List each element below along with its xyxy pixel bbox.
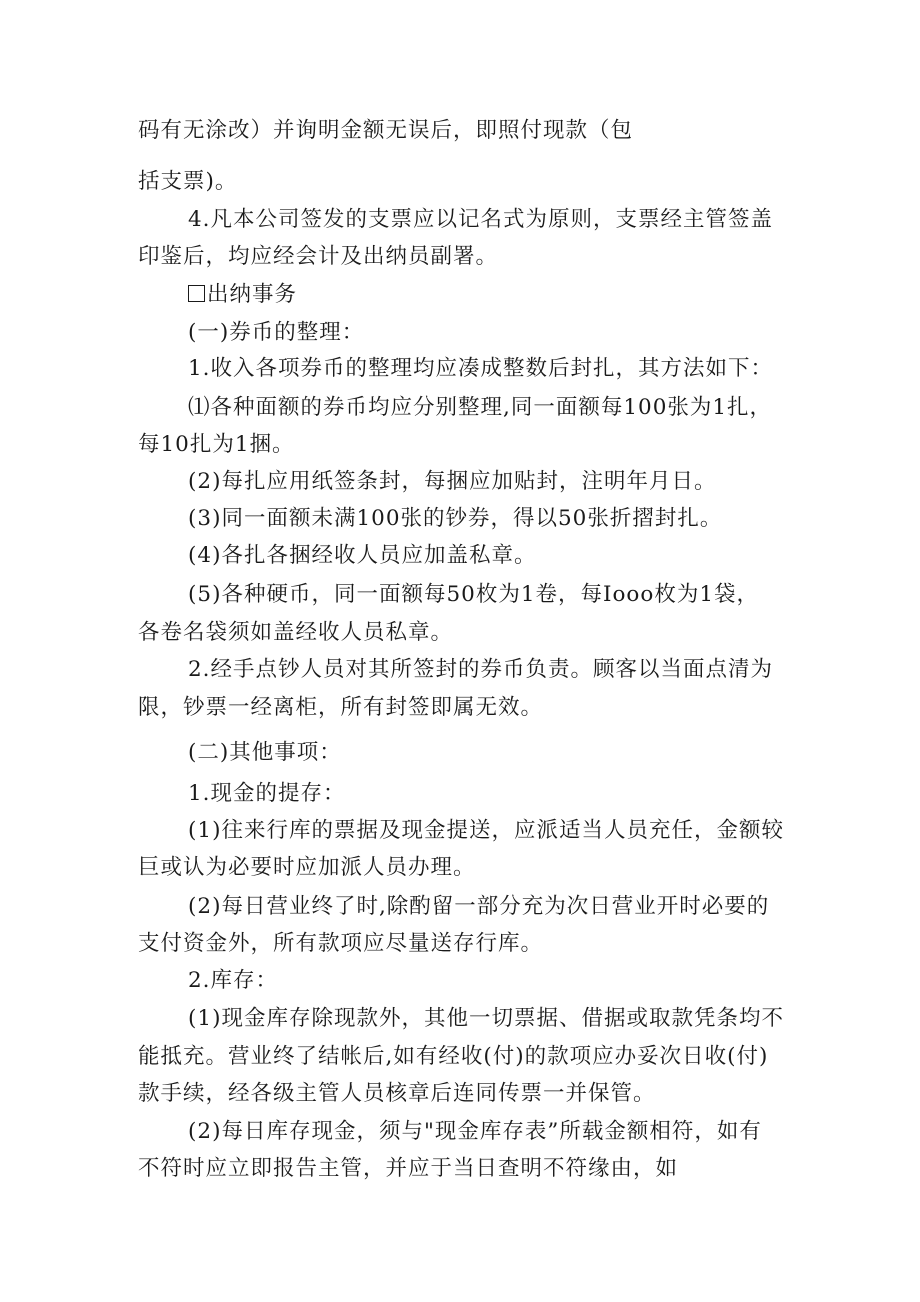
- text-line: (3)同一面额未满100张的钞券，得以50张折摺封扎。: [188, 506, 723, 531]
- section-heading: [188, 284, 297, 306]
- text-line: (5)各种硬币，同一面额每50枚为1卷，每Iooo枚为1袋，: [188, 582, 759, 607]
- text-line: (2)每扎应用纸签条封，每捆应加贴封，注明年月日。: [188, 469, 717, 494]
- text-line: 款手续，经各级主管人员核章后连同传票一并保管。: [138, 1081, 656, 1106]
- text-line: 1.收入各项券币的整理均应凑成整数后封扎，其方法如下：: [188, 356, 774, 381]
- text-line: 能抵充。营业终了结帐后,如有经收(付)的款项应办妥次日收(付): [138, 1044, 769, 1069]
- text-line: (2)每日营业终了时,除酌留一部分充为次日营业开时必要的: [188, 894, 770, 919]
- text-line: 括支票)。: [138, 169, 238, 194]
- text-line: (2)每日库存现金，须与"现金库存表”所载金额相符，如有: [188, 1119, 762, 1144]
- text-line: 4.凡本公司签发的支票应以记名式为原则，支票经主管签盖: [188, 207, 774, 232]
- section-heading-text: 出纳事务: [207, 282, 298, 307]
- text-line: (1)往来行库的票据及现金提送，应派适当人员充任，金额较: [188, 818, 784, 843]
- text-line: 1.现金的提存：: [188, 781, 346, 806]
- text-line: 支付资金外，所有款项应尽量送存行库。: [138, 931, 544, 956]
- checkbox-icon: [188, 285, 205, 302]
- text-line: 巨或认为必要时应加派人员办理。: [138, 855, 476, 880]
- text-line: 每10扎为1捆。: [138, 432, 295, 457]
- text-line: 2.库存：: [188, 968, 279, 993]
- text-line: (4)各扎各捆经收人员应加盖私章。: [188, 543, 537, 568]
- text-line: 码有无涂改）并询明金额无误后，即照付现款（包: [138, 118, 634, 143]
- text-line: 各卷名袋须如盖经收人员私章。: [138, 620, 454, 645]
- text-line: 不符时应立即报告主管，并应于当日查明不符缘由，如: [138, 1156, 679, 1181]
- text-line: 限，钞票一经离柜，所有封签即属无效。: [138, 695, 544, 720]
- text-line: ⑴各种面额的券币均应分别整理,同一面额每100张为1扎，: [188, 395, 773, 420]
- text-line: 2.经手点钞人员对其所签封的券币负责。顾客以当面点清为: [188, 657, 774, 682]
- text-line: (二)其他事项：: [188, 740, 342, 765]
- text-line: 印鉴后，均应经会计及出纳员副署。: [138, 244, 499, 269]
- text-line: (一)券币的整理：: [188, 320, 365, 345]
- text-line: (1)现金库存除现款外，其他一切票据、借据或取款凭条均不: [188, 1006, 784, 1031]
